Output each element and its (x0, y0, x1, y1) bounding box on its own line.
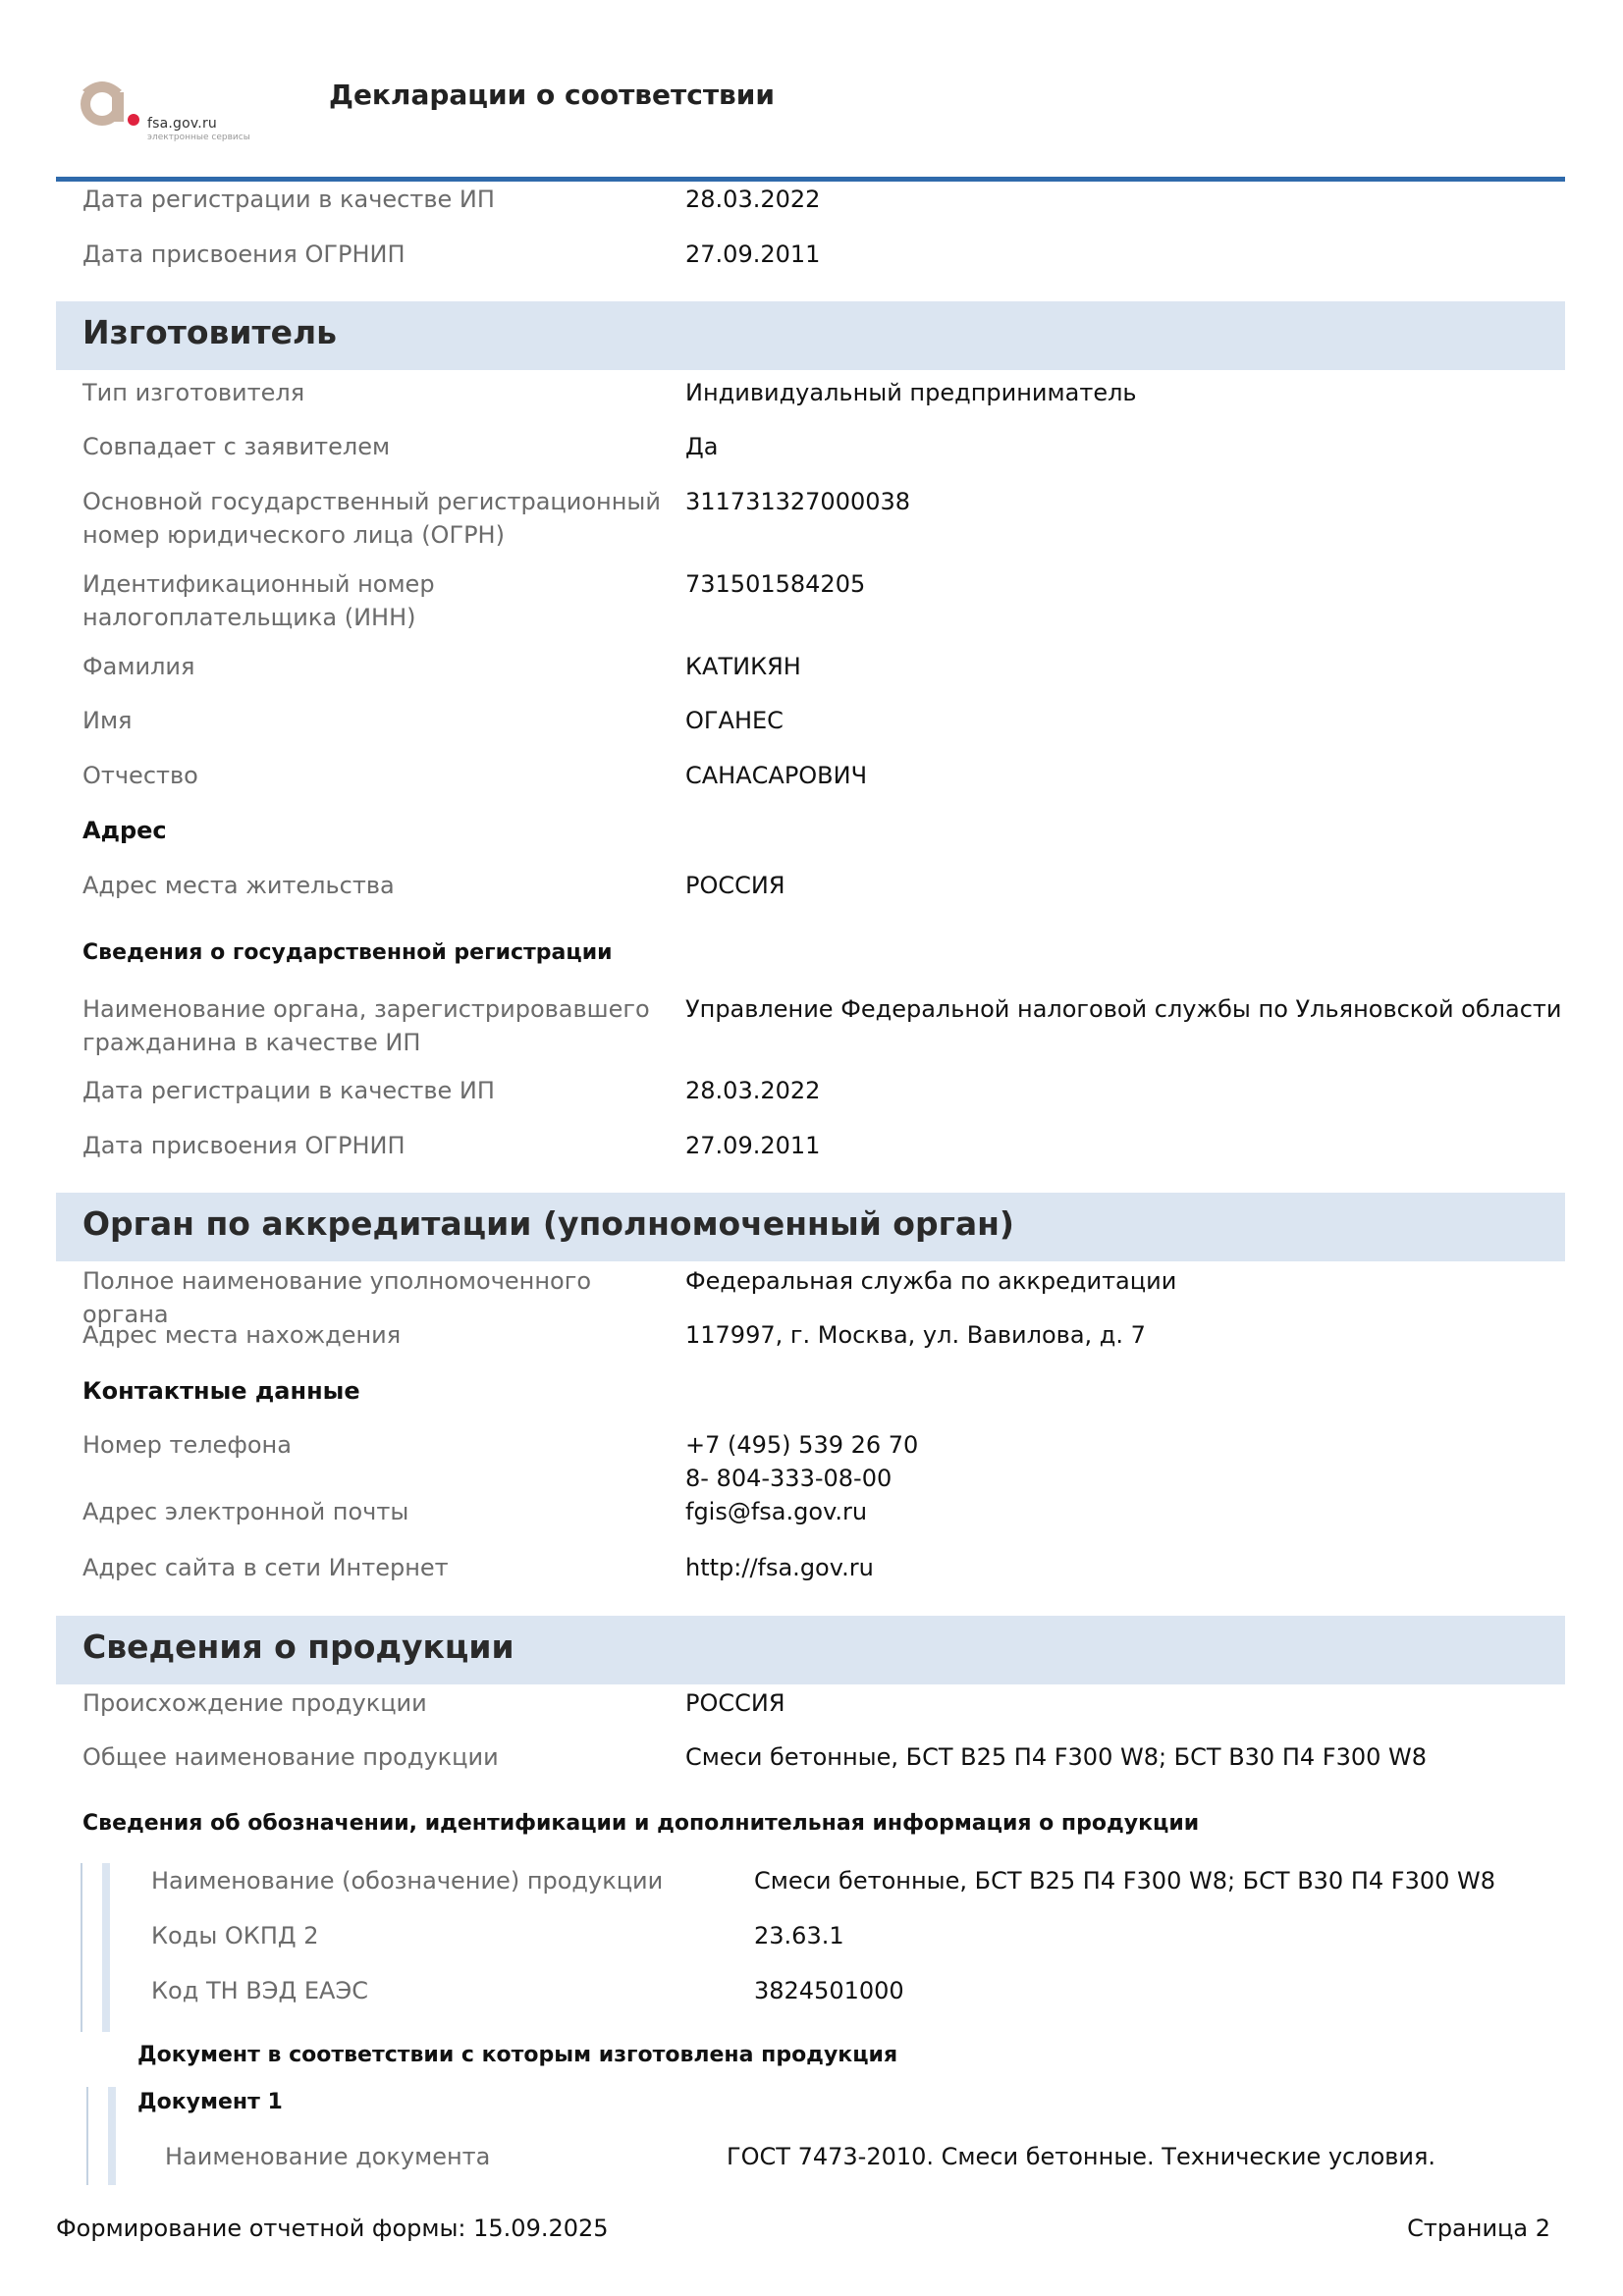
row-label: Код ТН ВЭД ЕАЭС (151, 1977, 368, 2004)
row-label: Дата присвоения ОГРНИП (82, 1132, 406, 1159)
section-title: Орган по аккредитации (уполномоченный орган) (82, 1204, 1014, 1243)
document-heading: Документ в соответствии с которым изготовлена продукция (137, 2043, 898, 2067)
phone-2: 8- 804-333-08-00 (685, 1465, 893, 1492)
row-label: Дата регистрации в качестве ИП (82, 186, 495, 213)
contacts-heading: Контактные данные (82, 1377, 360, 1405)
registration-heading: Сведения о государственной регистрации (82, 940, 613, 965)
row-label: Адрес места нахождения (82, 1321, 402, 1349)
row-value: ГОСТ 7473-2010. Смеси бетонные. Технические условия. (727, 2143, 1436, 2170)
row-label: Номер телефона (82, 1431, 292, 1459)
page-title: Декларации о соответствии (329, 79, 776, 111)
row-label: Тип изготовителя (82, 379, 305, 406)
row-label: Коды ОКПД 2 (151, 1922, 319, 1949)
header-divider (56, 177, 1565, 182)
row-value: Федеральная служба по аккредитации (685, 1267, 1177, 1295)
row-value: Смеси бетонные, БСТ В25 П4 F300 W8; БСТ В30 П4 F300 W8 (754, 1867, 1496, 1895)
email-value: fgis@fsa.gov.ru (685, 1498, 868, 1525)
row-value: САНАСАРОВИЧ (685, 762, 868, 789)
row-value: РОССИЯ (685, 872, 785, 899)
row-value: ОГАНЕС (685, 707, 784, 734)
identification-heading: Сведения об обозначении, идентификации и дополнительная информация о продукции (82, 1811, 1200, 1836)
row-label: Адрес сайта в сети Интернет (82, 1554, 449, 1581)
nesting-line (86, 2087, 88, 2185)
row-label: Наименование (обозначение) продукции (151, 1867, 664, 1895)
row-value: Управление Федеральной налоговой службы по Ульяновской области (685, 995, 1562, 1023)
footer-generated-date: Формирование отчетной формы: 15.09.2025 (56, 2215, 609, 2242)
row-label: Отчество (82, 762, 198, 789)
row-label: Происхождение продукции (82, 1689, 427, 1717)
row-value: 23.63.1 (754, 1922, 844, 1949)
section-title: Изготовитель (82, 313, 338, 351)
row-value: 28.03.2022 (685, 186, 821, 213)
row-value: РОССИЯ (685, 1689, 785, 1717)
row-label: Общее наименование продукции (82, 1743, 499, 1771)
row-label: Адрес места жительства (82, 872, 395, 899)
row-value: Да (685, 433, 719, 460)
section-header-manufacturer (56, 301, 1565, 370)
row-value: Смеси бетонные, БСТ В25 П4 F300 W8; БСТ В30 П4 F300 W8 (685, 1743, 1428, 1771)
row-label: Дата присвоения ОГРНИП (82, 240, 406, 268)
row-label: Наименование органа, зарегистрировавшего гражданина в качестве ИП (82, 995, 650, 1056)
row-value: 311731327000038 (685, 488, 911, 515)
phone-1: +7 (495) 539 26 70 (685, 1431, 919, 1459)
logo-text: fsa.gov.ru (147, 116, 217, 132)
site-value: http://fsa.gov.ru (685, 1554, 874, 1581)
row-label: Имя (82, 707, 133, 734)
fsa-logo-icon (77, 73, 139, 132)
nesting-bar (102, 1863, 110, 2032)
logo-subtitle: электронные сервисы (147, 133, 250, 142)
row-label: Идентификационный номер налогоплательщика (ИНН) (82, 570, 435, 631)
row-value: КАТИКЯН (685, 653, 801, 680)
row-label: Адрес электронной почты (82, 1498, 409, 1525)
row-label: Наименование документа (165, 2143, 491, 2170)
row-value: 731501584205 (685, 570, 866, 598)
row-value: 27.09.2011 (685, 240, 821, 268)
section-title: Сведения о продукции (82, 1628, 514, 1666)
nesting-line (81, 1863, 82, 2032)
row-value: 28.03.2022 (685, 1077, 821, 1104)
row-label: Основной государственный регистрационный номер юридического лица (ОГРН) (82, 488, 661, 549)
address-heading: Адрес (82, 817, 167, 844)
fsa-logo (77, 73, 273, 145)
section-header-product (56, 1616, 1565, 1684)
row-label: Дата регистрации в качестве ИП (82, 1077, 495, 1104)
section-header-accreditation (56, 1193, 1565, 1261)
row-value: 27.09.2011 (685, 1132, 821, 1159)
document-1-heading: Документ 1 (137, 2090, 283, 2114)
nesting-bar (108, 2087, 116, 2185)
row-label: Совпадает с заявителем (82, 433, 391, 460)
row-value: 117997, г. Москва, ул. Вавилова, д. 7 (685, 1321, 1146, 1349)
footer-page-number: Страница 2 (1407, 2215, 1550, 2242)
row-label: Фамилия (82, 653, 195, 680)
row-label: Полное наименование уполномоченного органа (82, 1267, 592, 1328)
row-value: 3824501000 (754, 1977, 904, 2004)
row-value: Индивидуальный предприниматель (685, 379, 1137, 406)
